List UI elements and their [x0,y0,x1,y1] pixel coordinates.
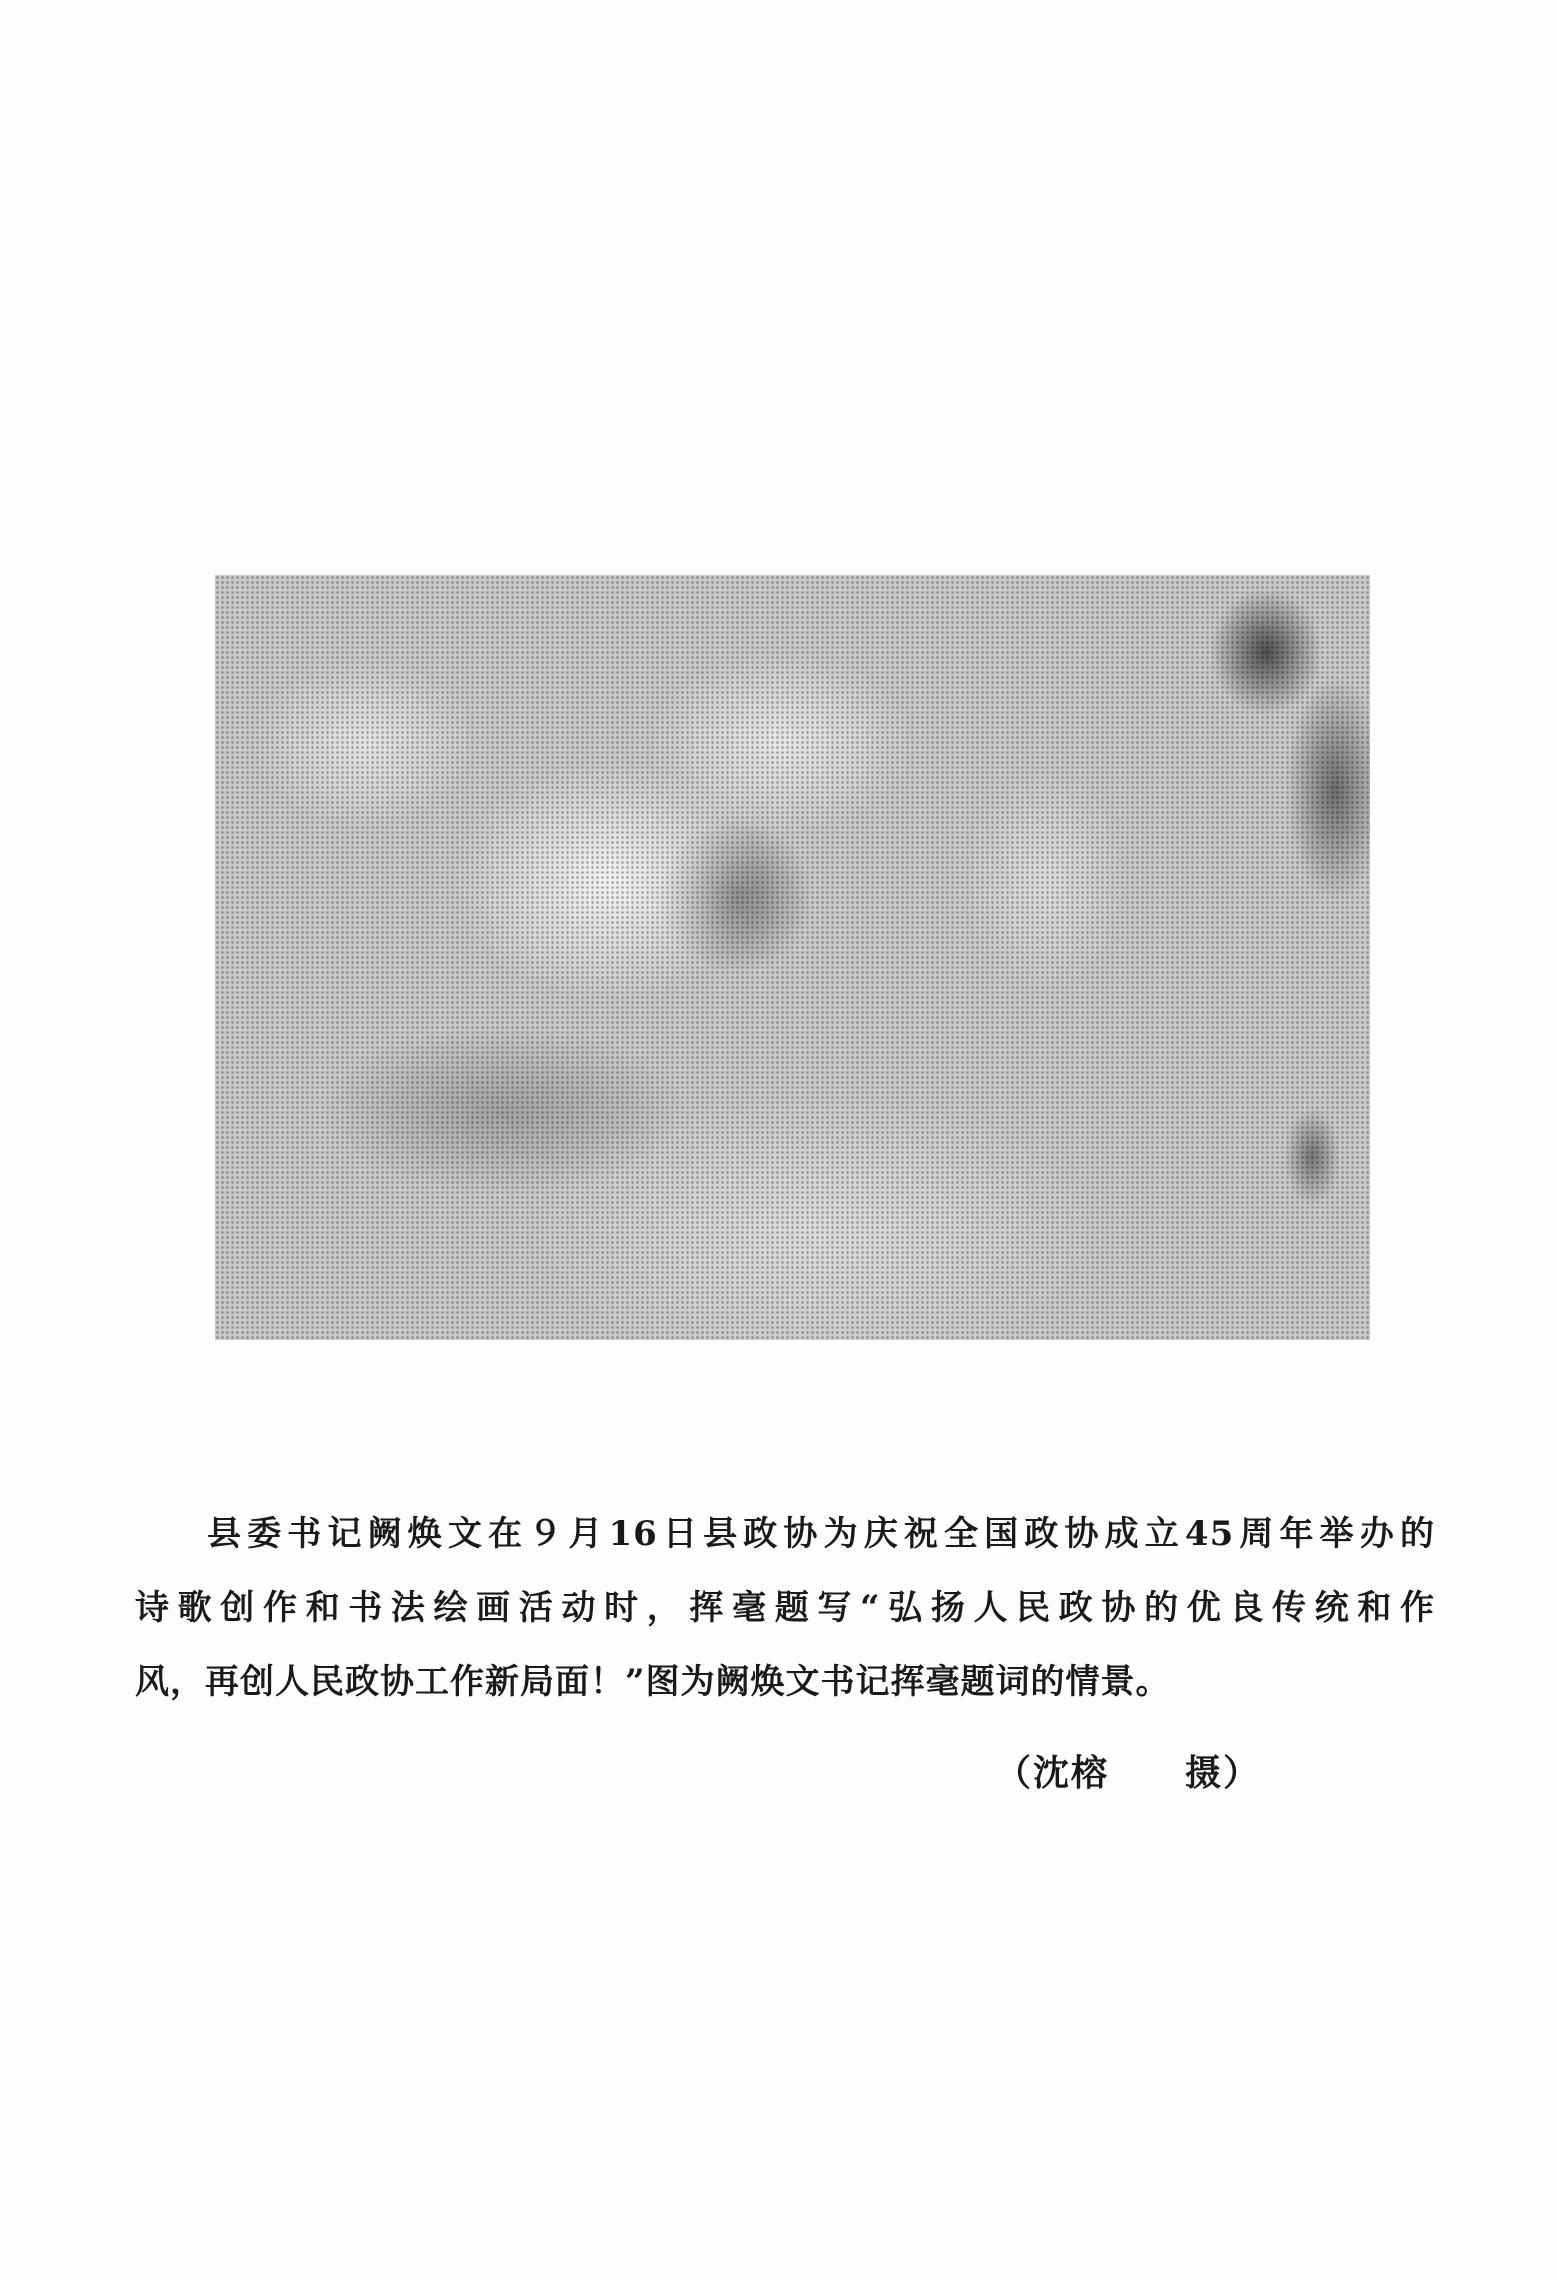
photo-credit: （沈榕 摄） [995,1752,1262,1794]
caption-line-2: 诗歌创作和书法绘画活动时，挥毫题写“弘扬人民政协的优良传统和作 [135,1588,1435,1628]
caption-line-3: 风，再创人民政协工作新局面！”图为阙焕文书记挥毫题词的情景。 [135,1662,1171,1702]
caption-line-1: 县委书记阙焕文在９月16日县政协为庆祝全国政协成立45周年举办的 [207,1514,1435,1554]
photo-caption [135,1497,1435,1719]
news-photo [215,575,1370,1340]
